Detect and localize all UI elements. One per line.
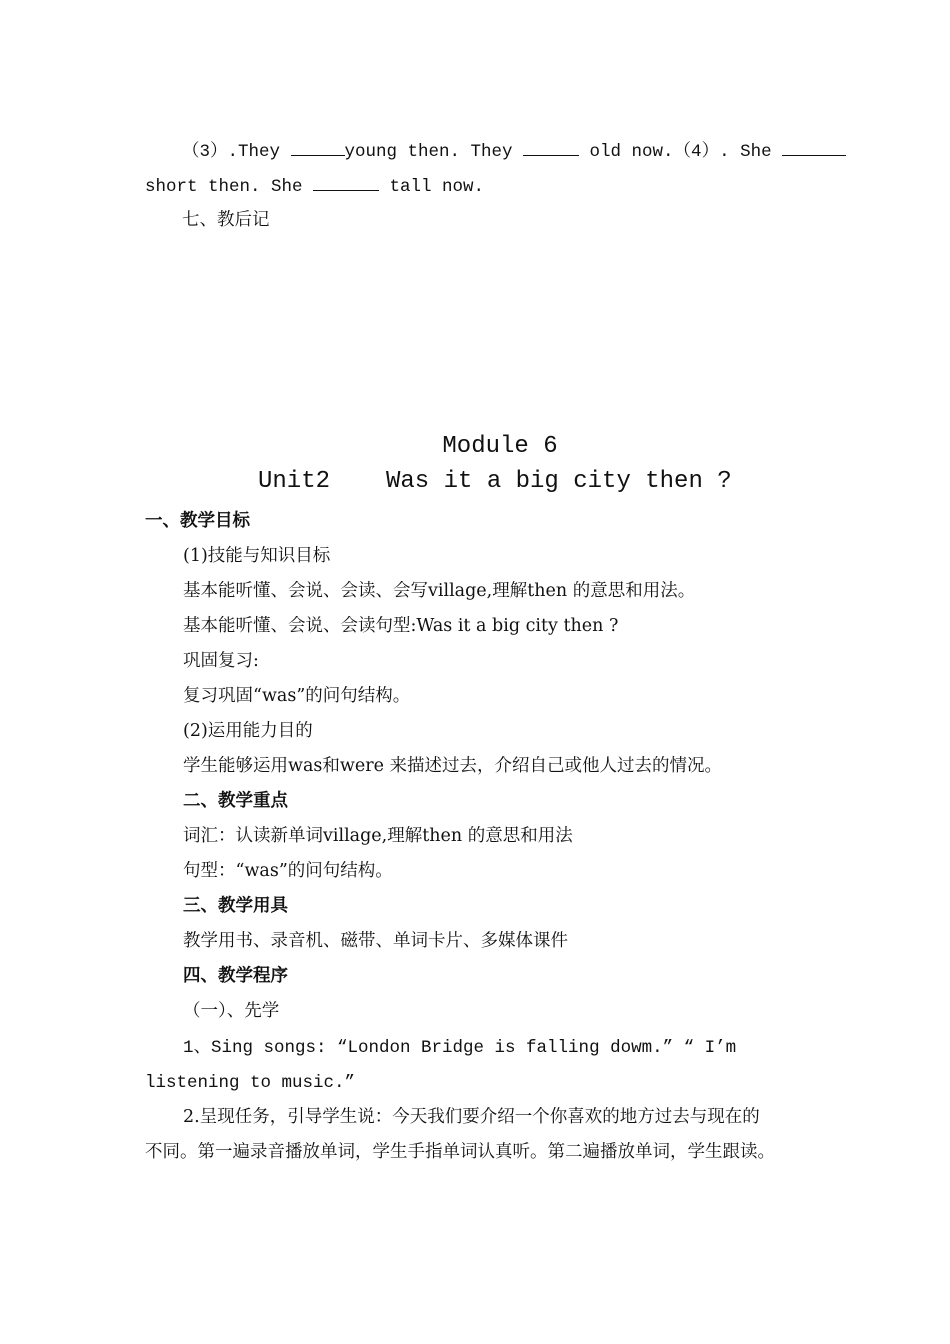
key-pattern: 句型：“was”的问句结构。	[183, 861, 393, 881]
answer-blank-3[interactable]	[782, 139, 846, 156]
tools-heading: 三、教学用具	[183, 896, 288, 916]
key-heading: 二、教学重点	[183, 791, 288, 811]
unit-label: Unit2	[258, 468, 331, 495]
procedure-heading: 四、教学程序	[183, 966, 288, 986]
unit-question: Was it a big city then ?	[386, 468, 732, 495]
goal1-line1: 基本能听懂、会说、会读、会写village,理解then 的意思和用法。	[183, 581, 696, 601]
step1-line1: 1、Sing songs: “London Bridge is falling dowm.” “ I’m	[183, 1038, 737, 1058]
exercise-line-2	[145, 174, 484, 199]
goal2-line: 学生能够运用was和were 来描述过去，介绍自己或他人过去的情况。	[183, 756, 723, 776]
answer-blank-4[interactable]	[313, 174, 379, 191]
tools-line: 教学用书、录音机、磁带、单词卡片、多媒体课件	[183, 931, 568, 951]
reflection-heading: 七、教后记	[182, 210, 270, 230]
goal2-label: (2)运用能力目的	[183, 721, 313, 741]
exercise-text-1a: （3）.They	[182, 142, 291, 162]
step2-line2: 不同。第一遍录音播放单词，学生手指单词认真听。第二遍播放单词，学生跟读。	[145, 1142, 775, 1162]
answer-blank-1[interactable]	[291, 139, 345, 156]
goals-heading: 一、教学目标	[145, 511, 250, 531]
step2-line1: 2.呈现任务，引导学生说：今天我们要介绍一个你喜欢的地方过去与现在的	[183, 1107, 760, 1127]
goal1-label: (1)技能与知识目标	[183, 546, 331, 566]
exercise-text-1b: young then. They	[344, 142, 524, 162]
exercise-text-1c: old now.（4）. She	[579, 142, 783, 162]
exercise-line-1	[182, 139, 846, 164]
exercise-text-2b: tall now.	[379, 177, 485, 197]
goal1-line2: 基本能听懂、会说、会读句型:Was it a big city then ?	[183, 616, 619, 636]
answer-blank-2[interactable]	[523, 139, 579, 156]
step-heading: （一）、先学	[183, 1001, 280, 1021]
module-title: Module 6	[442, 433, 558, 460]
exercise-text-2a: short then. She	[145, 177, 314, 197]
review-label: 巩固复习:	[183, 651, 259, 671]
step1-line2: listening to music.”	[145, 1073, 356, 1093]
review-line: 复习巩固“was”的问句结构。	[183, 686, 411, 706]
key-vocab: 词汇：认读新单词village,理解then 的意思和用法	[183, 826, 573, 846]
